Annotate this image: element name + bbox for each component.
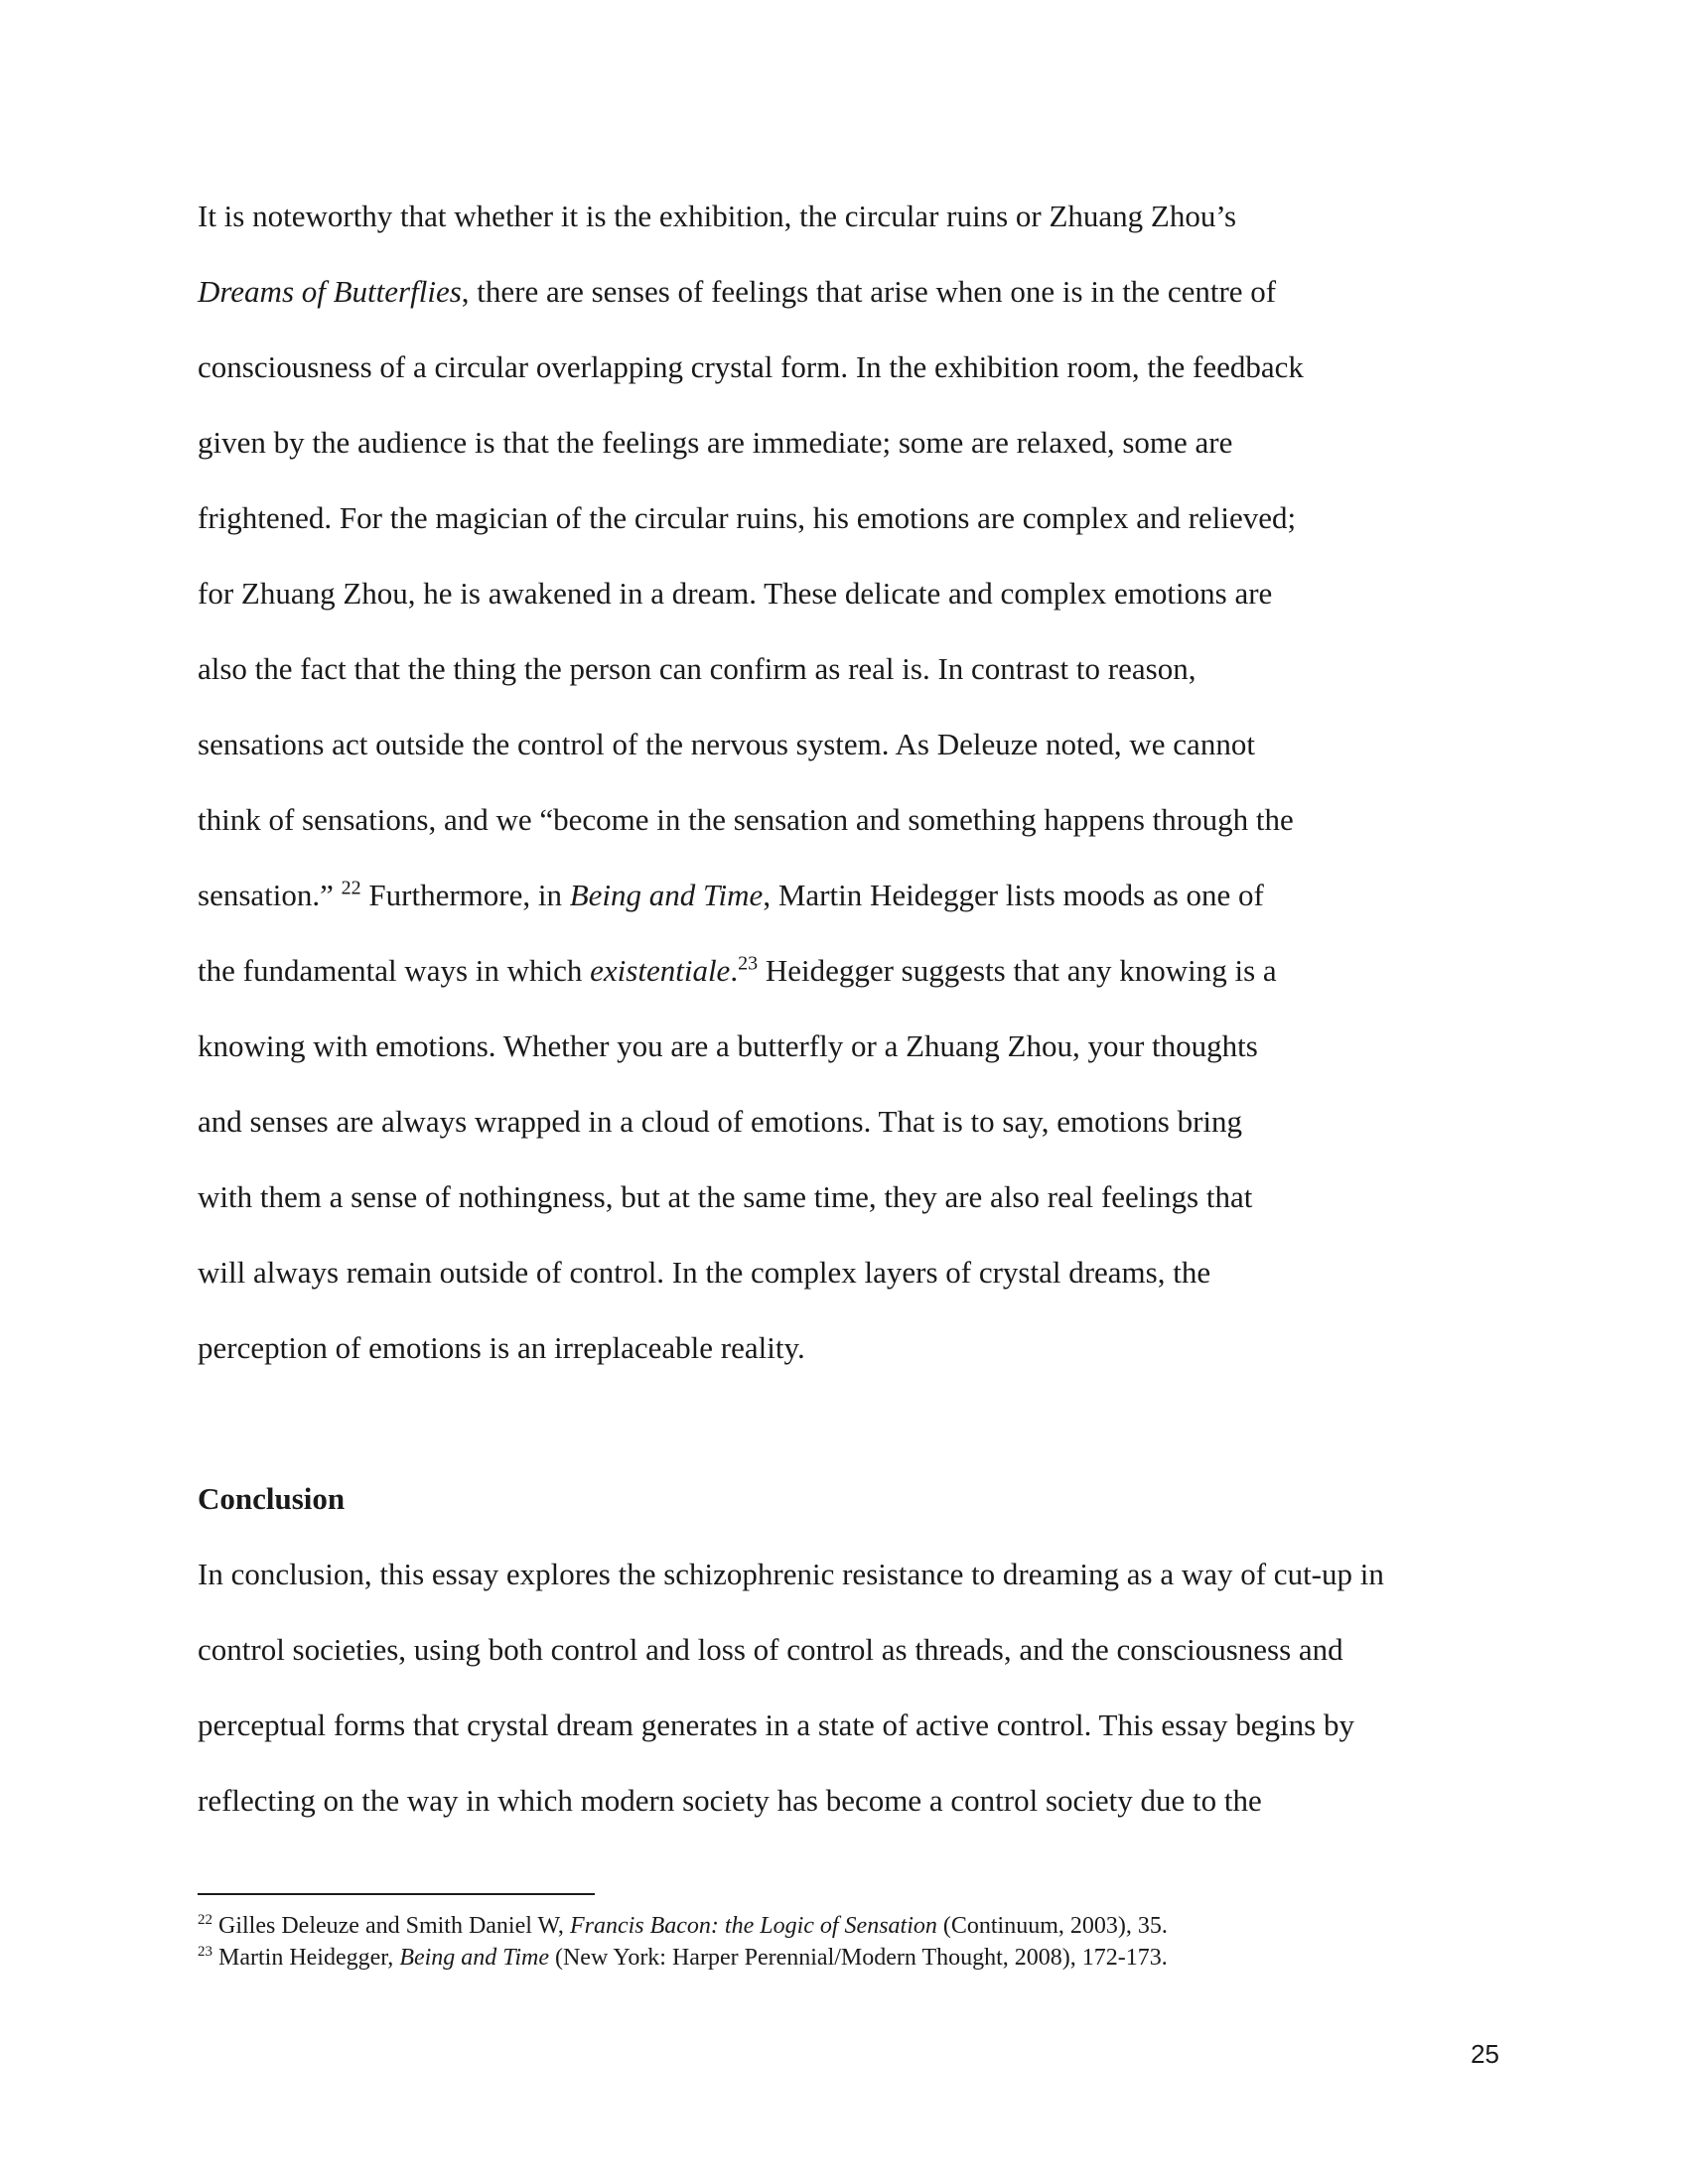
text-line [198,272,1276,312]
text-line [198,1781,1262,1821]
text-run: and senses are always wrapped in a cloud of emotions. That is to say, emotions bring [198,1104,1243,1139]
text-run: control societies, using both control and loss of control as threads, and the consciousness and [198,1632,1343,1667]
text-line [198,1102,1242,1142]
book-title-italic: Being and Time [569,878,764,912]
text-run: the fundamental ways in which [198,953,591,988]
text-run: sensation.” [198,878,342,912]
text-run: Martin Heidegger, [212,1945,400,1971]
text-run: Furthermore, in [360,878,570,912]
text-run: with them a sense of nothingness, but at the same time, they are also real feelings that [198,1179,1253,1214]
text-run: knowing with emotions. Whether you are a butterfly or a Zhuang Zhou, your thoughts [198,1028,1258,1063]
text-run: will always remain outside of control. In the complex layers of crystal dreams, the [198,1255,1211,1290]
text-run: frightened. For the magician of the circular ruins, his emotions are complex and relieved; [198,500,1297,535]
text-line [198,1555,1384,1594]
text-line [198,1630,1343,1670]
text-line [198,1177,1252,1217]
footnote-number: 23 [198,1944,212,1960]
text-line [198,725,1255,764]
text-line [198,1253,1210,1293]
text-run: sensations act outside the control of the nervous system. As Deleuze noted, we cannot [198,727,1255,761]
text-run: think of sensations, and we “become in the sensation and something happens through the [198,802,1294,837]
text-run: Heidegger suggests that any knowing is a [758,953,1277,988]
book-title-italic: Being and Time [399,1945,549,1971]
text-run: It is noteworthy that whether it is the exhibition, the circular ruins or Zhuang Zhou’s [198,199,1237,233]
footnote-separator [198,1893,595,1895]
text-run: Gilles Deleuze and Smith Daniel W, [212,1913,570,1939]
text-line [198,423,1232,463]
text-line [198,951,1277,991]
text-line [198,800,1294,840]
text-line [198,1026,1258,1066]
footnote-number: 22 [198,1912,212,1928]
text-run: given by the audience is that the feelings are immediate; some are relaxed, some are [198,425,1233,460]
book-title-italic: Dreams of Butterflies [198,274,462,309]
footnote-ref-23[interactable]: 23 [738,952,759,975]
text-run: . [730,953,739,988]
book-title-italic: Francis Bacon: the Logic of Sensation [569,1913,937,1939]
text-line [198,197,1236,236]
text-line [198,498,1296,538]
text-run: for Zhuang Zhou, he is awakened in a dream. These delicate and complex emotions are [198,576,1273,611]
text-run: (New York: Harper Perennial/Modern Thought, 2008), 172-173. [548,1945,1168,1971]
page-number: 25 [1471,2039,1499,2069]
text-line [198,347,1304,387]
section-heading-conclusion: Conclusion [198,1481,346,1516]
text-run: consciousness of a circular overlapping crystal form. In the exhibition room, the feedback [198,349,1304,384]
footnote-22 [198,1911,1168,1941]
text-run: , there are senses of feelings that arise when one is in the centre of [461,274,1277,309]
text-run: In conclusion, this essay explores the schizophrenic resistance to dreaming as a way of cut-up in [198,1557,1384,1591]
text-line [198,1706,1354,1745]
term-italic: existentiale [590,953,731,988]
text-line [198,574,1272,614]
text-line [198,876,1264,915]
text-line [198,649,1196,689]
text-run: , Martin Heidegger lists moods as one of [763,878,1264,912]
text-run: (Continuum, 2003), 35. [936,1913,1168,1939]
footnote-ref-22[interactable]: 22 [341,877,361,899]
footnote-23 [198,1943,1168,1973]
text-run: also the fact that the thing the person can confirm as real is. In contrast to reason, [198,651,1196,686]
text-run: perception of emotions is an irreplaceable reality. [198,1330,805,1365]
text-run: perceptual forms that crystal dream generates in a state of active control. This essay begins by [198,1707,1354,1742]
text-run: reflecting on the way in which modern society has become a control society due to the [198,1783,1262,1818]
text-line [198,1328,805,1368]
